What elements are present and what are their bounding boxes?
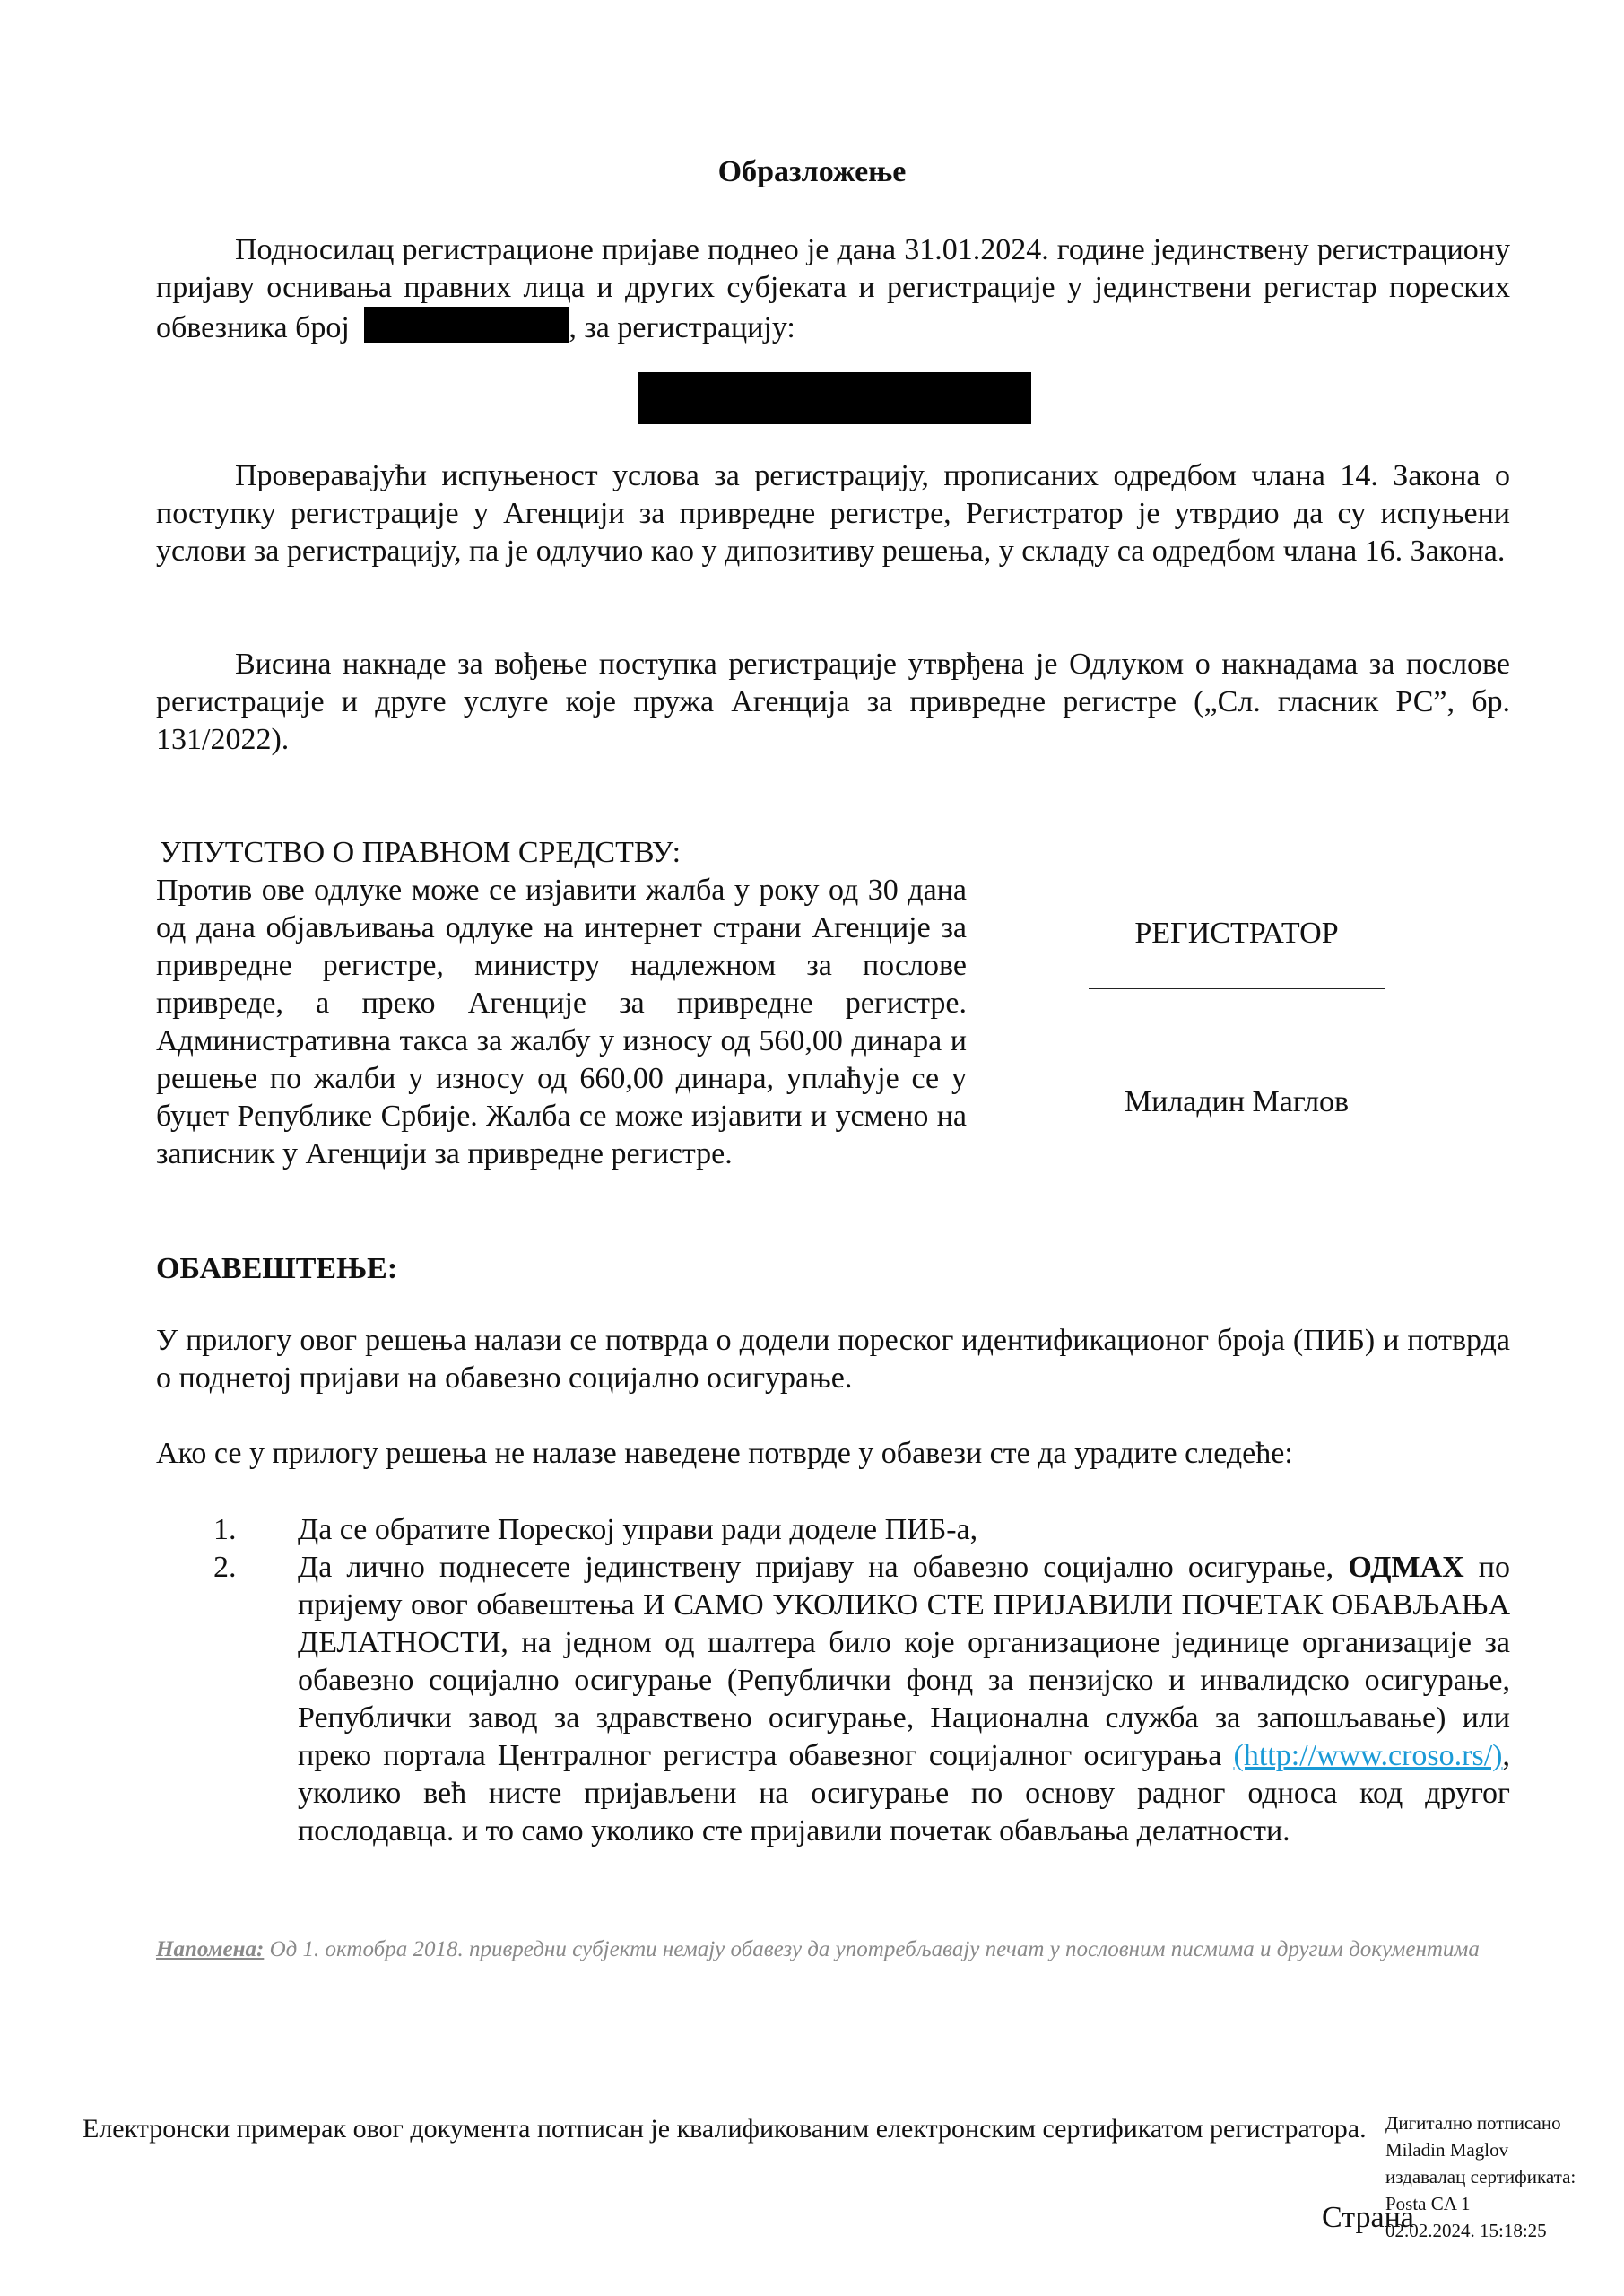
digital-signature-line: издавалац сертификата: xyxy=(1385,2166,1576,2187)
list-item-text-end: , уколико већ нисте пријављени на осигурање по основу радног односа код другог послодавца. и то само уколико сте пријавили почетак обављања делатности. xyxy=(298,1739,1510,1848)
list-item-text: Да се обратите Пореској управи ради доделе ПИБ-а, xyxy=(298,1513,978,1546)
stamp-note xyxy=(156,1935,1510,1964)
list-item-number: 2. xyxy=(213,1551,237,1584)
digital-signature-line: Дигитално потписано xyxy=(1385,2112,1561,2134)
paragraph-submission-text: Подносилац регистрационе пријаве поднео је дана 31.01.2024. године јединствену регистрациону пријаву оснивања правних лица и других субјеката и регистрације у јединствени регистар пореских обвезника број xyxy=(156,233,1510,344)
list-item xyxy=(156,1511,1510,1549)
digital-signature-timestamp: 02.02.2024. 15:18:25 xyxy=(1385,2220,1547,2241)
redacted-number xyxy=(364,307,569,343)
list-item-number: 1. xyxy=(213,1513,237,1546)
document-title: Образложење xyxy=(717,155,907,188)
digital-signature-signer: Miladin Maglov xyxy=(1385,2139,1509,2161)
paragraph-submission xyxy=(156,231,1510,347)
paragraph-submission-end: , за регистрацију: xyxy=(569,311,795,344)
notice-paragraph-instructions: Ако се у прилогу решења не налазе наведене потврде у обавези сте да урадите следеће: xyxy=(156,1437,1293,1470)
list-item-text: Да лично поднесете јединствену пријаву на обавезно социјално осигурање, xyxy=(298,1551,1349,1584)
note-text: Од 1. октобра 2018. привредни субјекти немају обавезу да употребљавају печат у пословним писмима и другим документима xyxy=(264,1937,1480,1961)
signature-line xyxy=(1089,988,1385,989)
obligations-list xyxy=(156,1511,1510,1850)
legal-remedy-heading: УПУТСТВО О ПРАВНОМ СРЕДСТВУ: xyxy=(160,836,682,869)
paragraph-fee: Висина накнаде за вођење поступка регистрације утврђена је Одлуком о накнадама за послове регистрације и друге услуге које пружа Агенција за привредне регистре („Сл. гласник РС”, бр. 131/2022). xyxy=(156,648,1510,756)
list-item xyxy=(156,1549,1510,1850)
digital-signature-issuer: Posta CA 1 xyxy=(1385,2193,1471,2214)
paragraph-verification: Проверавајући испуњеност услова за регистрацију, прописаних одредбом члана 14. Закона о поступку регистрације у Агенцији за привредне регистре, Регистратор је утврдио да су испуњени услови за регистрацију, па је одлучио као у дипозитиву решења, у складу са одредбом члана 16. Закона. xyxy=(156,459,1510,568)
notice-heading: ОБАВЕШТЕЊЕ: xyxy=(156,1252,398,1285)
digital-signature-stamp xyxy=(1385,2109,1576,2244)
notice-paragraph-attachment: У прилогу овог решења налази се потврда о додели пореског идентификационог броја (ПИБ) и потврда о поднетој пријави на обавезно социјално осигурање. xyxy=(156,1324,1510,1395)
registrar-name: Миладин Маглов xyxy=(1124,1085,1350,1118)
note-label: Напомена: xyxy=(156,1937,265,1961)
legal-remedy-text: Против ове одлуке може се изјавити жалба у року од 30 дана од дана објављивања одлуке на интернет страни Агенције за привредне регистре, министру надлежном за послове привреде, а преко Агенције за привредне регистре. Административна такса за жалбу у износу од 560,00 динара и решење по жалби у износу од 660,00 динара, уплаћује се у буџет Републике Србије. Жалба се може изјавити и усмено на записник у Агенцији за привредне регистре. xyxy=(156,874,967,1170)
page-number-label: Страна xyxy=(1322,2201,1414,2234)
electronic-signature-footer: Електронски примерак овог документа потписан је квалификованим електронским сертификатом регистратора. xyxy=(83,2114,1367,2144)
registrar-title: РЕГИСТРАТОР xyxy=(1134,917,1339,950)
list-item-emphasis: ОДМАХ xyxy=(1348,1551,1464,1584)
redacted-registration-item xyxy=(638,372,1031,424)
list-item-text-continued: по пријему овог обавештења И САМО УКОЛИКО СТЕ ПРИЈАВИЛИ ПОЧЕТАК ОБАВЉАЊА ДЕЛАТНОСТИ, на једном од шалтера било које организационе јединице организације за обавезно социјално осигурање (Републички фонд за пензијско и инвалидско осигурање, Републички завод за здравствено осигурање, Национална служба за запошљавање) или преко портала Централног регистра обавезног социјалног осигурања xyxy=(298,1551,1511,1772)
croso-link[interactable]: (http://www.croso.rs/) xyxy=(1233,1739,1503,1772)
